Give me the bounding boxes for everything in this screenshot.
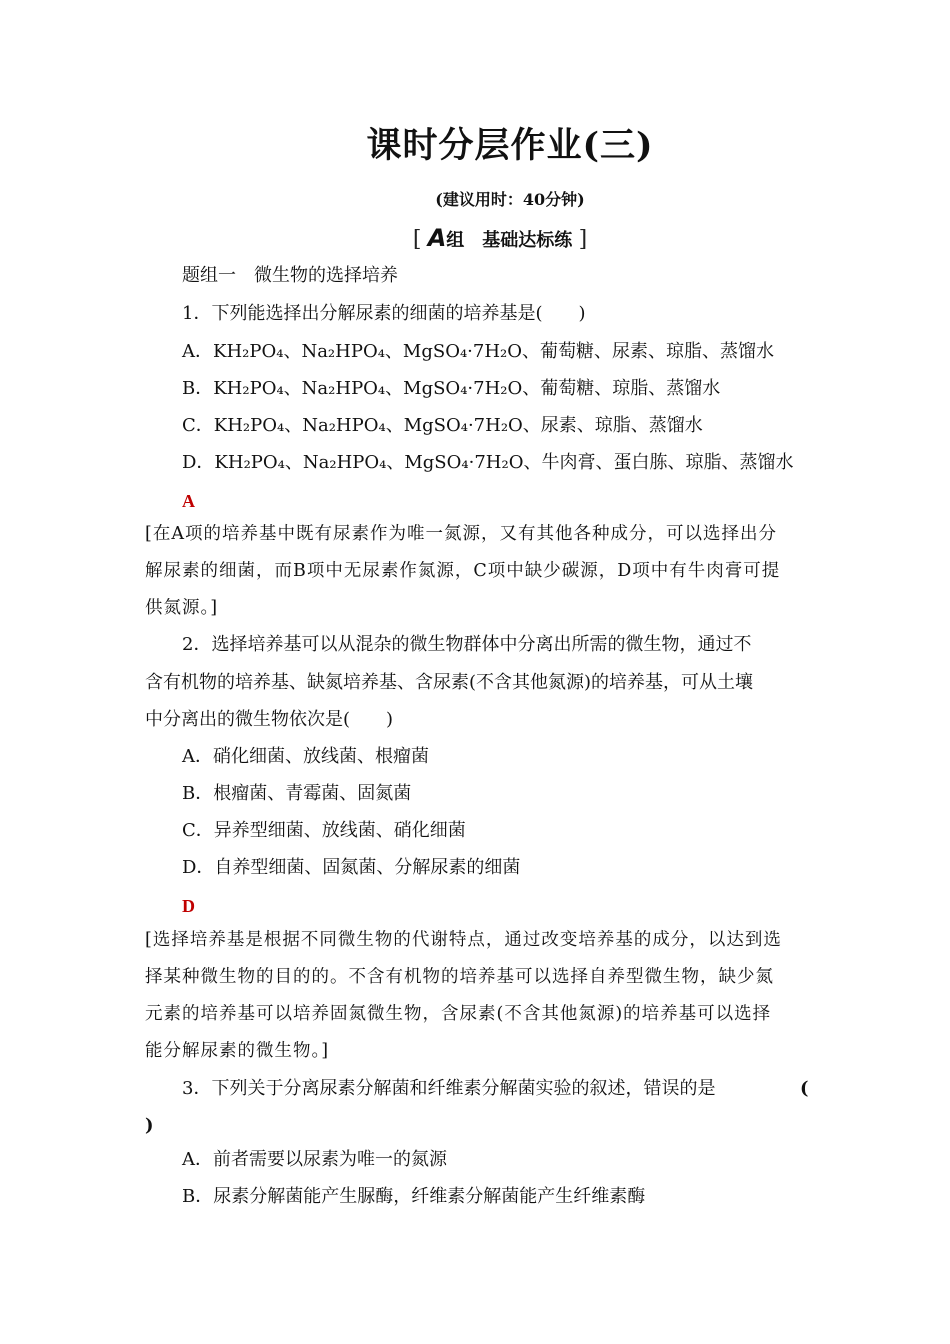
q1-option-c: C．KH₂PO₄、Na₂HPO₄、MgSO₄·7H₂O、尿素、琼脂、蒸馏水	[182, 415, 703, 436]
q2-stem-line-1: 2．选择培养基可以从混杂的微生物群体中分离出所需的微生物，通过不	[182, 634, 752, 655]
q3-paren-open: (	[800, 1078, 809, 1099]
q2-stem-line-2: 含有机物的培养基、缺氮培养基、含尿素(不含其他氮源)的培养基，可从土壤	[145, 672, 754, 693]
q1-explanation-line-1: [在A项的培养基中既有尿素作为唯一氮源，又有其他各种成分，可以选择出分	[145, 524, 777, 544]
q3-option-a: A．前者需要以尿素为唯一的氮源	[182, 1149, 447, 1170]
left-bracket: [	[412, 227, 422, 252]
q1-option-d: D．KH₂PO₄、Na₂HPO₄、MgSO₄·7H₂O、牛肉膏、蛋白胨、琼脂、蒸馏水	[182, 452, 794, 473]
q1-answer: A	[182, 491, 195, 511]
group-letter: A	[427, 224, 447, 252]
q1-option-a: A．KH₂PO₄、Na₂HPO₄、MgSO₄·7H₂O、葡萄糖、尿素、琼脂、蒸馏水	[182, 341, 775, 362]
q2-stem-line-3: 中分离出的微生物依次是( )	[145, 709, 394, 730]
q2-answer: D	[182, 896, 195, 916]
q1-explanation-line-3: 供氮源。]	[145, 598, 219, 618]
q3-paren-close: )	[145, 1115, 154, 1136]
q2-explanation-line-1: [选择培养基是根据不同微生物的代谢特点，通过改变培养基的成分，以达到选	[145, 930, 782, 950]
group-label	[0, 224, 950, 252]
q1-explanation-line-2: 解尿素的细菌，而B项中无尿素作氮源，C项中缺少碳源，D项中有牛肉膏可提	[145, 561, 781, 581]
q2-option-d: D．自养型细菌、固氮菌、分解尿素的细菌	[182, 857, 521, 878]
q2-option-a: A．硝化细菌、放线菌、根瘤菌	[182, 746, 429, 767]
page-title: 课时分层作业(三)	[366, 125, 654, 166]
q1-option-b: B．KH₂PO₄、Na₂HPO₄、MgSO₄·7H₂O、葡萄糖、琼脂、蒸馏水	[182, 378, 721, 399]
suggested-time: (建议用时：40分钟)	[435, 190, 585, 209]
q2-option-c: C．异养型细菌、放线菌、硝化细菌	[182, 820, 466, 841]
group-label-text: 组 基础达标练	[446, 230, 573, 251]
right-bracket: ]	[578, 227, 588, 252]
q1-stem: 1．下列能选择出分解尿素的细菌的培养基是( )	[182, 303, 586, 324]
q2-explanation-line-3: 元素的培养基可以培养固氮微生物，含尿素(不含其他氮源)的培养基可以选择	[145, 1004, 772, 1024]
section-heading: 题组一 微生物的选择培养	[182, 265, 398, 286]
q3-option-b: B．尿素分解菌能产生脲酶，纤维素分解菌能产生纤维素酶	[182, 1186, 646, 1207]
q2-explanation-line-4: 能分解尿素的微生物。]	[145, 1041, 330, 1061]
q2-explanation-line-2: 择某种微生物的目的的。不含有机物的培养基可以选择自养型微生物，缺少氮	[145, 967, 774, 987]
q2-option-b: B．根瘤菌、青霉菌、固氮菌	[182, 783, 412, 804]
q3-stem: 3．下列关于分离尿素分解菌和纤维素分解菌实验的叙述，错误的是	[182, 1078, 716, 1099]
